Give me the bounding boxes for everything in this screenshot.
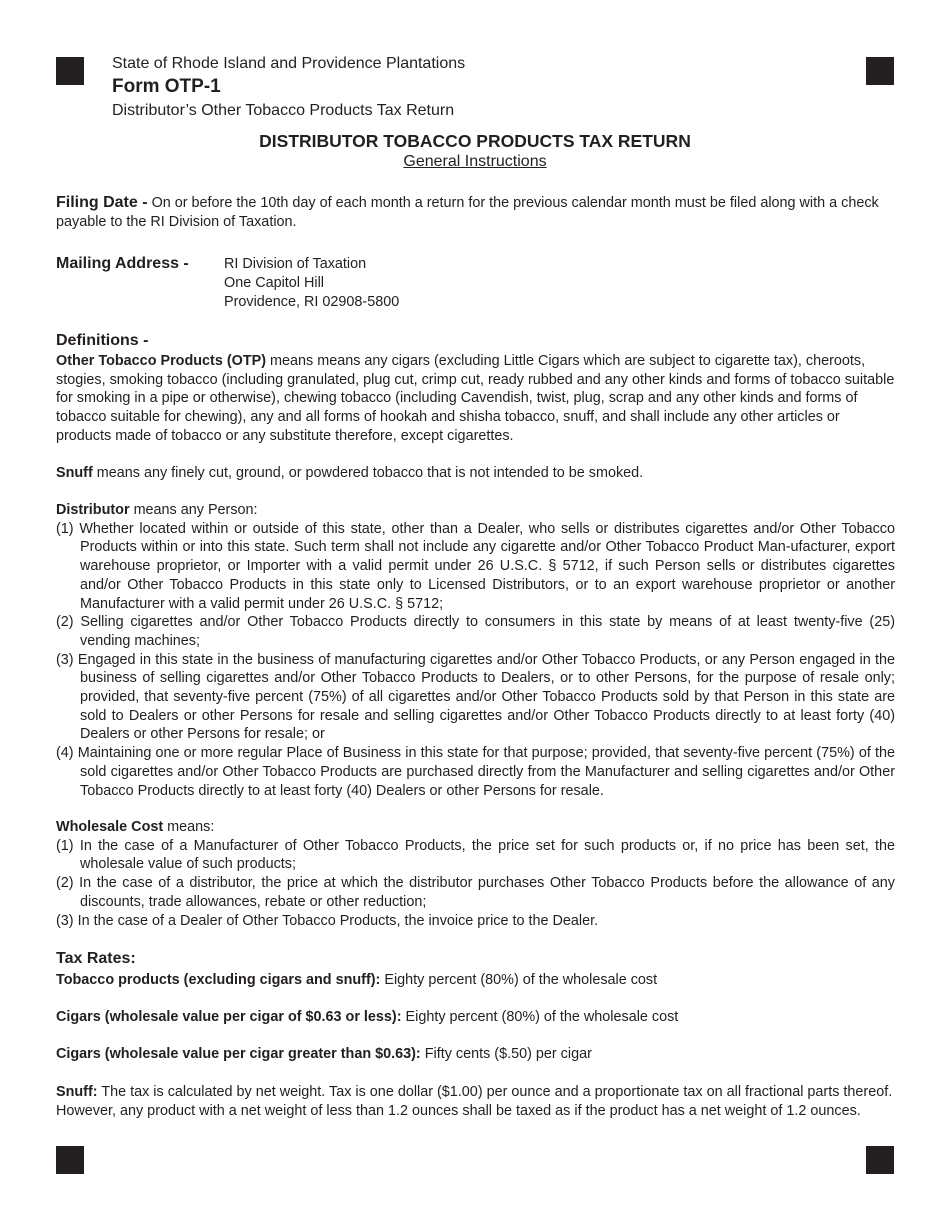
rate-tobacco [56,971,895,990]
registration-mark-bottom-left [56,1146,84,1174]
registration-mark-top-right [866,57,894,85]
mailing-address-label: Mailing Address - [56,255,189,272]
wholesale-item: (3) In the case of a Dealer of Other Tobacco Products, the invoice price to the Dealer. [56,912,599,929]
form-subtitle: Distributor’s Other Tobacco Products Tax Return [112,102,455,119]
distributor-term: Distributor [56,502,130,518]
filing-date-text: On or before the 10th day of each month a return for the previous calendar month must be filed along with a check payable to the RI Division of Taxation. [56,195,879,230]
distributor-item: (2) Selling cigarettes and/or Other Tobacco Products directly to consumers in this state by means of at least twenty-five (25) vending machines; [56,614,895,649]
registration-mark-top-left [56,57,84,85]
rate-cigars-low [56,1008,895,1027]
wholesale-item: (2) In the case of a distributor, the price at which the distributor purchases Other Tobacco Products before the allowance of any discounts, trade allowances, rebate or other reduction; [56,875,895,910]
rate-cigars-low-label: Cigars (wholesale value per cigar of $0.63 or less): [56,1009,402,1025]
otp-text: means means any cigars (excluding Little Cigars which are subject to cigarette tax), cheroots, stogies, smoking tobacco (including granulated, plug cut, crimp cut, ready rubbed and any other kinds and forms of tobacco suitable for smoking in a pipe or otherwise), chewing tobacco (including Cavendish, twist, plug, scrap and any other kinds and forms of tobacco suitable for chewing), any and all forms of hookah and shisha tobacco, snuff, and shall include any other articles or products made of tobacco or any substitute therefore, except cigarettes. [56,353,895,444]
rate-tobacco-text: Eighty percent (80%) of the wholesale cost [384,972,658,988]
distributor-item: (1) Whether located within or outside of this state, other than a Dealer, who sells or distributes cigarettes and/or Other Tobacco Products within or into this state. Such term shall not include any cigarette and/or Other Tobacco Product Man-ufacturer, export warehouse proprietor, or Importer with a valid permit under 26 U.S.C. § 5712, if such Person sells or distributes cigarettes and/or Other Tobacco Products in this state only to Licensed Distributors, or to an export warehouse proprietor or another Manufacturer with a valid permit under 26 U.S.C. § 5712; [56,520,895,612]
rate-cigars-high [56,1045,895,1064]
definition-otp [56,352,895,446]
snuff-text: means any finely cut, ground, or powdered tobacco that is not intended to be smoked. [96,465,644,481]
rate-tobacco-label: Tobacco products (excluding cigars and snuff): [56,972,381,988]
state-name: State of Rhode Island and Providence Plantations [112,55,466,72]
distributor-item: (3) Engaged in this state in the business of manufacturing cigarettes and/or Other Tobacco Products, or any Person engaged in the business of selling cigarettes and/or Other Tobacco Products to Dealers, or to other Persons, for the purpose of resale only; provided, that seventy-five percent (75%) of all cigarettes and/or Other Tobacco Products sold by that Person in this state are sold to Dealers or other Persons for resale and selling cigarettes and/or Other Tobacco Products directly to at least forty (40) Dealers or other Persons for resale; or [56,651,895,743]
address-line: One Capitol Hill [224,275,324,291]
rate-cigars-low-text: Eighty percent (80%) of the wholesale cost [405,1009,679,1025]
otp-term: Other Tobacco Products (OTP) [56,353,267,369]
rate-snuff-text: The tax is calculated by net weight. Tax is one dollar ($1.00) per ounce and a proportionate tax on all fractional parts thereof. However, any product with a net weight of less than 1.2 ounces shall be taxed as if the product has a net weight of 1.2 ounces. [56,1084,893,1119]
page-title: DISTRIBUTOR TOBACCO PRODUCTS TAX RETURN [259,131,691,151]
rate-cigars-high-text: Fifty cents ($.50) per cigar [424,1046,592,1062]
page-subtitle: General Instructions [403,153,547,170]
address-line: RI Division of Taxation [224,256,367,272]
filing-date-label: Filing Date - [56,194,148,211]
rate-cigars-high-label: Cigars (wholesale value per cigar greater than $0.63): [56,1046,421,1062]
definitions-heading: Definitions - [56,332,149,349]
address-line: Providence, RI 02908-5800 [224,294,400,310]
wholesale-term: Wholesale Cost [56,819,164,835]
mailing-address [224,255,399,312]
distributor-text: means any Person: [133,502,258,518]
form-id: Form OTP-1 [112,76,221,97]
snuff-term: Snuff [56,465,93,481]
definition-wholesale-cost [56,818,895,930]
rate-snuff [56,1083,895,1120]
tax-rates-heading: Tax Rates: [56,950,136,967]
rate-snuff-label: Snuff: [56,1084,98,1100]
definition-distributor [56,501,895,800]
wholesale-text: means: [167,819,215,835]
filing-date-section [56,194,895,231]
registration-mark-bottom-right [866,1146,894,1174]
definition-snuff [56,464,895,483]
distributor-item: (4) Maintaining one or more regular Place of Business in this state for that purpose; provided, that seventy-five percent (75%) of the sold cigarettes and/or Other Tobacco Products are purchased directly from the Manufacturer and selling cigarettes and/or Other Tobacco Products directly to at least forty (40) Dealers or other Persons for resale. [56,745,895,799]
wholesale-item: (1) In the case of a Manufacturer of Other Tobacco Products, the price set for such products or, if no price has been set, the wholesale value of such products; [56,837,895,873]
